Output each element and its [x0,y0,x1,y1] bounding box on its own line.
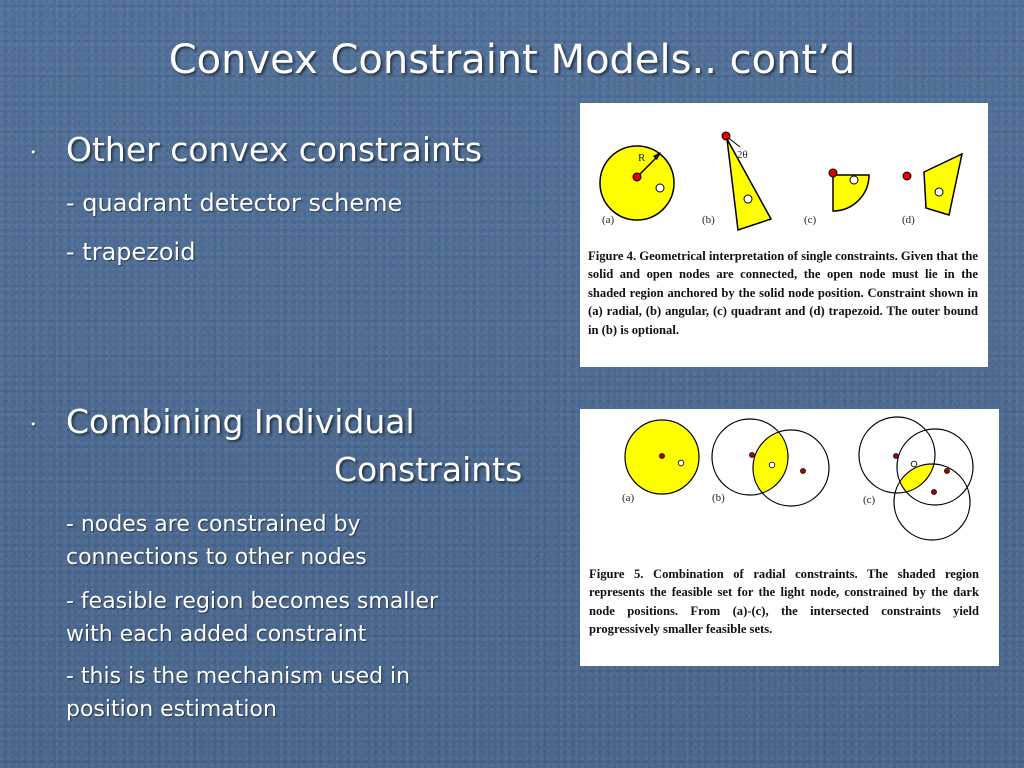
section2-item-1-line1: - nodes are constrained by [66,512,361,537]
dark-node [750,453,755,458]
section2-item-2 [66,585,536,652]
section1-item-2: - trapezoid [66,238,196,266]
solid-node [722,132,730,140]
solid-node [903,172,911,180]
dark-node [894,454,899,459]
open-node [744,195,752,203]
open-node [656,184,664,192]
solid-node [829,169,837,177]
slide-title: Convex Constraint Models.. cont’d [168,37,856,83]
dark-node [945,469,950,474]
section2-item-2-line1: - feasible region becomes smaller [66,589,439,614]
figure-4-diagram [580,103,988,243]
section2-item-2-line2: with each added constraint [66,622,367,647]
label-d: (d) [902,214,915,226]
section2-item-1-line2: connections to other nodes [66,545,367,570]
label-b: (b) [712,492,725,504]
label-a: (a) [622,492,635,504]
label-b: (b) [702,214,715,226]
figure-5-diagram [580,409,999,549]
label-a: (a) [602,214,615,226]
section1-heading: Other convex constraints [66,130,483,169]
constraint-circle [894,464,970,540]
dark-node [801,469,806,474]
figure-5-caption: Figure 5. Combination of radial constraints. The shaded region represents the feasible set for the light node, constrained by the dark node positions. From (a)-(c), the intersected constraints yield progressively smaller feasible sets. [589,567,979,637]
angle-label: 2θ [737,149,748,161]
figure-4-caption: Figure 4. Geometrical interpretation of single constraints. Given that the solid and open nodes are connected, the open node must lie in the shaded region anchored by the solid node position. Constraint shown in (a) radial, (b) angular, (c) quadrant and (d) trapezoid. The outer bound in (b) is optional. [588,249,978,337]
angular-region [727,139,771,230]
bullet-2: • [30,418,37,431]
light-node [911,461,917,467]
figure-5 [580,409,999,666]
bullet-1: • [30,146,37,159]
section2-item-3-line2: position estimation [66,697,277,722]
light-node [678,460,684,466]
section1-item-1: - quadrant detector scheme [66,189,403,217]
light-node [769,462,775,468]
label-c: (c) [863,494,876,506]
trapezoid-region [924,154,962,215]
open-node [935,188,943,196]
section2-item-3 [66,660,536,727]
dark-node [932,490,937,495]
section2-item-1 [66,508,536,575]
figure-4 [580,103,988,367]
open-node [850,176,858,184]
section2-item-3-line1: - this is the mechanism used in [66,664,411,689]
label-c: (c) [804,214,817,226]
radius-label: R [638,152,646,164]
section2-heading-line1: Combining Individual [66,402,415,441]
solid-node [633,173,641,181]
radial-region [600,146,674,220]
section2-heading-line2: Constraints [334,450,523,489]
dark-node [660,454,665,459]
